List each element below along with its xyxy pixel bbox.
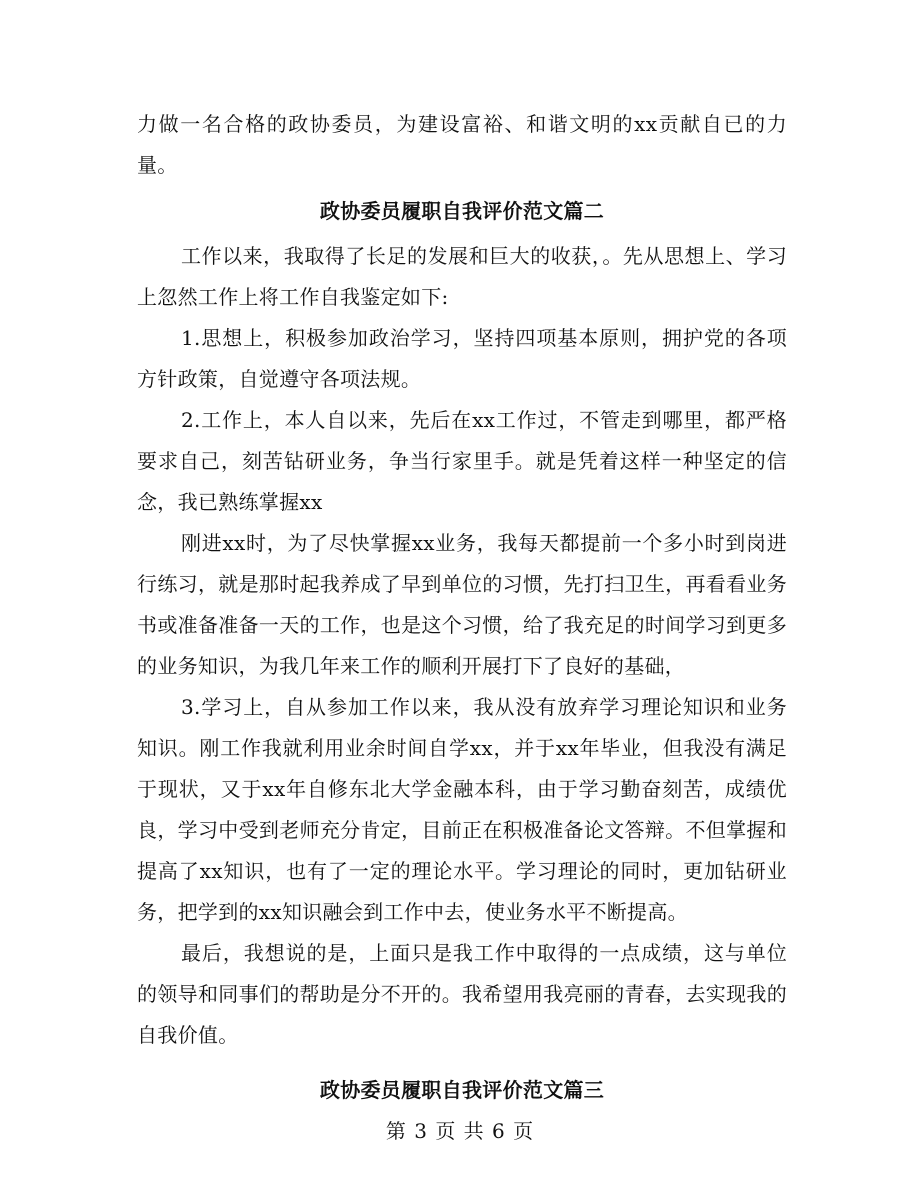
intro-paragraph-tail: 力做一名合格的政协委员，为建设富裕、和谐文明的xx贡献自已的力量。 <box>137 112 787 177</box>
section-heading-3: 政协委员履职自我评价范文篇三 <box>319 1078 605 1102</box>
paragraph-1: 工作以来，我取得了长足的发展和巨大的收获，。先从思想上、学习上忽然工作上将工作自我鉴定如下: <box>137 244 787 309</box>
page-number-footer: 第 3 页 共 6 页 <box>385 1119 535 1143</box>
document-body <box>137 104 787 1111</box>
paragraph-5: 3.学习上，自从参加工作以来，我从没有放弃学习理论知识和业务知识。刚工作我就利用业余时间自学xx，并于xx年毕业，但我没有满足于现状，又于xx年自修东北大学金融本科，由于学习勤奋刻苦，成绩优良，学习中受到老师充分肯定，目前正在积极准备论文答辩。不但掌握和提高了xx知识，也有了一定的理论水平。学习理论的同时，更加钻研业务，把学到的xx知识融会到工作中去，使业务水平不断提高。 <box>137 695 787 924</box>
paragraph-3: 2.工作上，本人自以来，先后在xx工作过，不管走到哪里，都严格要求自己，刻苦钻研业务，争当行家里手。就是凭着这样一种坚定的信念，我已熟练掌握xx <box>137 408 787 514</box>
section-heading-2: 政协委员履职自我评价范文篇二 <box>319 199 605 223</box>
paragraph-4: 刚进xx时，为了尽快掌握xx业务，我每天都提前一个多小时到岗进行练习，就是那时起我养成了早到单位的习惯，先打扫卫生，再看看业务书或准备准备一天的工作，也是这个习惯，给了我充足的时间学习到更多的业务知识，为我几年来工作的顺利开展打下了良好的基础， <box>137 531 787 678</box>
paragraph-6: 最后，我想说的是，上面只是我工作中取得的一点成绩，这与单位的领导和同事们的帮助是分不开的。我希望用我亮丽的青春，去实现我的自我价值。 <box>137 941 787 1047</box>
paragraph-2: 1.思想上，积极参加政治学习，坚持四项基本原则，拥护党的各项方针政策，自觉遵守各项法规。 <box>137 326 787 391</box>
